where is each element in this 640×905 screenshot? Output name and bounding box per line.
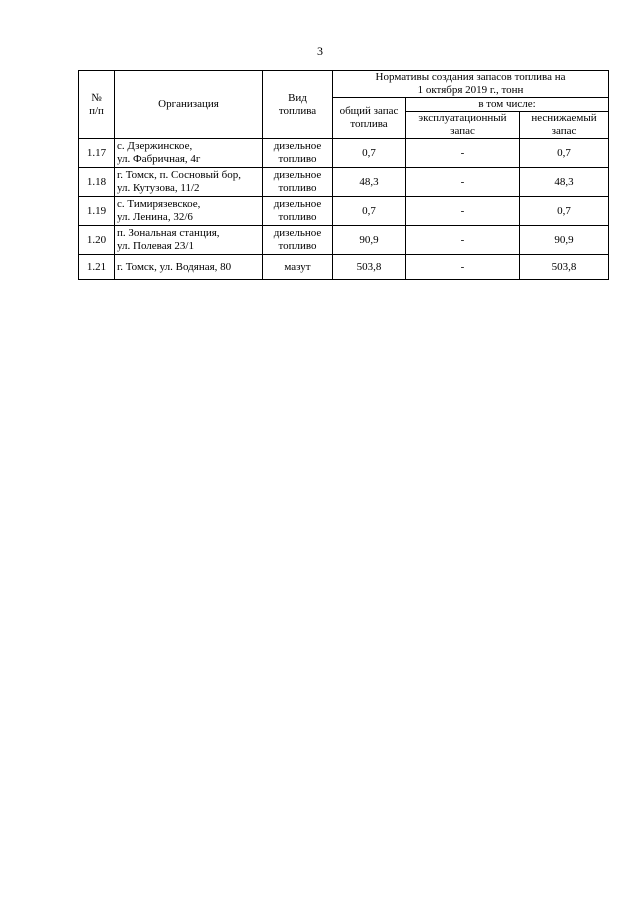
table-row	[79, 255, 609, 280]
table-row	[79, 197, 609, 226]
table-row	[79, 168, 609, 197]
row-fuel-type: дизельное топливо	[263, 139, 333, 168]
row-irreducible-stock: 0,7	[520, 197, 609, 226]
row-number: 1.20	[79, 226, 115, 255]
table-row	[79, 139, 609, 168]
row-irreducible-stock: 48,3	[520, 168, 609, 197]
row-operational-stock: -	[406, 197, 520, 226]
row-irreducible-stock: 0,7	[520, 139, 609, 168]
row-organization: г. Томск, п. Сосновый бор, ул. Кутузова, 11/2	[115, 168, 263, 197]
row-operational-stock: -	[406, 168, 520, 197]
row-total-stock: 90,9	[333, 226, 406, 255]
row-organization: г. Томск, ул. Водяная, 80	[115, 255, 263, 280]
header-including: в том числе:	[406, 98, 609, 112]
row-organization: с. Тимирязевское, ул. Ленина, 32/6	[115, 197, 263, 226]
header-irreducible-stock: неснижаемый запас	[520, 112, 609, 139]
header-organization: Организация	[115, 71, 263, 139]
row-fuel-type: дизельное топливо	[263, 197, 333, 226]
row-fuel-type: мазут	[263, 255, 333, 280]
row-operational-stock: -	[406, 139, 520, 168]
header-operational-stock: эксплуатационный запас	[406, 112, 520, 139]
row-total-stock: 503,8	[333, 255, 406, 280]
row-operational-stock: -	[406, 226, 520, 255]
table-row	[79, 226, 609, 255]
row-total-stock: 0,7	[333, 197, 406, 226]
row-organization: с. Дзержинское, ул. Фабричная, 4г	[115, 139, 263, 168]
row-fuel-type: дизельное топливо	[263, 168, 333, 197]
row-irreducible-stock: 503,8	[520, 255, 609, 280]
header-fuel-type: Вид топлива	[263, 71, 333, 139]
row-total-stock: 0,7	[333, 139, 406, 168]
row-operational-stock: -	[406, 255, 520, 280]
header-total-stock: общий запас топлива	[333, 98, 406, 139]
header-number: № п/п	[79, 71, 115, 139]
page-number: 3	[317, 44, 323, 58]
row-organization: п. Зональная станция, ул. Полевая 23/1	[115, 226, 263, 255]
row-number: 1.21	[79, 255, 115, 280]
row-number: 1.19	[79, 197, 115, 226]
row-total-stock: 48,3	[333, 168, 406, 197]
fuel-stock-table	[78, 70, 609, 280]
row-fuel-type: дизельное топливо	[263, 226, 333, 255]
row-number: 1.18	[79, 168, 115, 197]
row-irreducible-stock: 90,9	[520, 226, 609, 255]
header-norms-title: Нормативы создания запасов топлива на 1 октября 2019 г., тонн	[333, 71, 609, 98]
row-number: 1.17	[79, 139, 115, 168]
